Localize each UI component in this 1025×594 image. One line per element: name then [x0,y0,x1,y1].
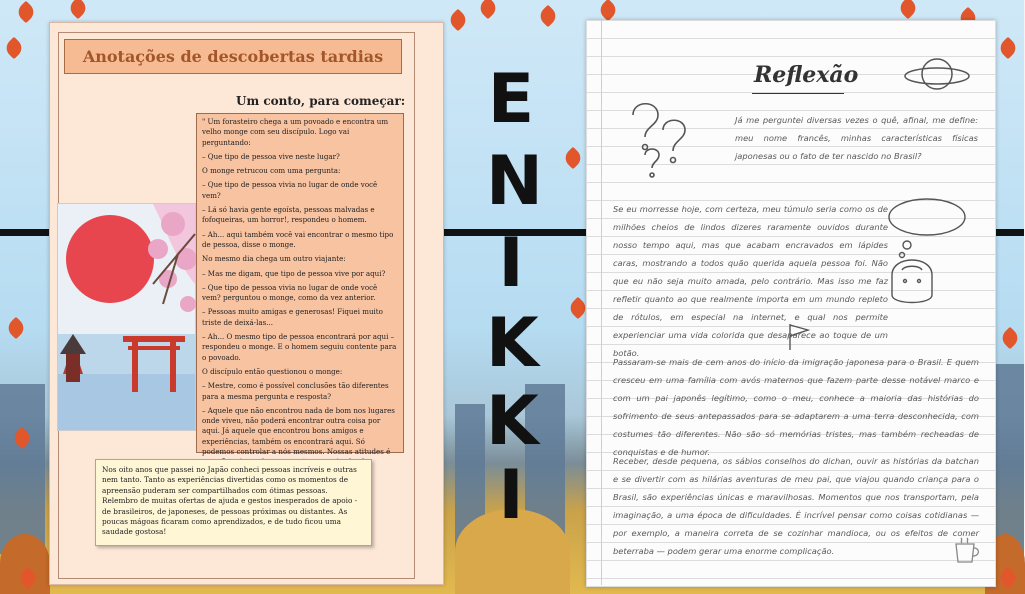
question-marks-icon [623,95,703,185]
story-paragraph: – Que tipo de pessoa vive neste lugar? [202,151,340,161]
maple-leaf-icon [3,37,26,60]
maple-leaf-icon [562,147,585,170]
maple-leaf-icon [15,1,38,24]
story-box [196,113,404,457]
story-paragraph: – Mas me digam, que tipo de pessoa vive por aqui? [202,268,386,278]
maple-leaf-icon [999,327,1022,350]
title-letter: K [486,304,539,383]
reflection-paragraph: Receber, desde pequena, os sábios conselhos do dichan, ouvir as histórias da batchan e se divertir com as hilárias aventuras de meu pai, que viajou quando criança para o Brasil, são experiências únicas e maravilhosas. Momentos que nos transportam, pela imaginação, a uma época de dificuldades. É incrível pensar como coisas cotidianas — por exemplo, a maneira correta de se cozinhar mandioca, ou os efeitos de comer beterraba — podem gerar uma enorme complicação. [613,456,979,556]
story-paragraph: – Que tipo de pessoa vivia no lugar de onde você vem? perguntou o monge, como da vez anterior. [202,282,378,303]
maple-leaf-icon [67,0,90,19]
reflection-paragraph: Passaram-se mais de cem anos do início da imigração japonesa para o Brasil. E quem cresceu em uma família com avós maternos que fazem parte desse notável marco e com um pai japonês legítimo, como o meu, conhece a maioria das histórias do sofrimento de seus antepassados para se adaptarem a uma terra desconhecida, com costumes tão diferentes. Não são só memórias tristes, mas também recheadas de conquistas e de humor. [613,357,979,457]
note-box [95,459,372,546]
right-page-margin [601,20,602,585]
story-paragraph: – Mestre, como é possível conclusões tão diferentes para a mesma pergunta e resposta? [202,381,389,401]
title-underline [752,93,844,94]
story-paragraph: O discípulo então questionou o monge: [202,366,343,376]
title-letter: E [487,60,535,139]
story-paragraph: – Aquele que não encontrou nada de bom nos lugares onde viveu, não poderá encontrar outra coisa por aqui. Já aquele que encontrou bons amigos e experiências, também os encontrará aqui. Só podemos controlar a nós mesmos. Nossas atitudes é [202,405,395,457]
right-page-title: Reflexão [754,62,859,88]
thought-bubble-icon [877,195,972,315]
maple-leaf-icon [897,0,920,19]
story-paragraph: – Lá só havia gente egoísta, pessoas malvadas e fofoqueiras, um horror!, respondeu o homem. [202,205,375,225]
left-title-box [64,39,402,74]
title-letter: I [498,456,524,535]
story-paragraph: – Pessoas muito amigas e generosas! Fiquei muito triste de deixá-las... [202,307,383,327]
title-letter: I [498,224,524,303]
left-page-title: Anotações de descobertas tardias [82,47,384,66]
title-letter: N [486,142,543,221]
painting-illustration [58,204,195,430]
left-page-subtitle: Um conto, para começar: [236,94,406,108]
story-paragraph: " Um forasteiro chega a um povoado e encontra um velho monge com seu discípulo. Logo vai perguntando: [202,117,389,147]
japanese-painting [57,203,196,431]
planet-icon [903,53,971,95]
story-paragraph: – Ah... aqui também você vai encontrar o mesmo tipo de pessoa, disse o monge. [202,229,394,249]
reflection-paragraph: Se eu morresse hoje, com certeza, meu túmulo seria como os de milhões cheios de lindos dizeres raramente ouvidos durante nosso tempo aqui, mas que acabam encravados em lápides caras, mostrando a todos quão querida aquela pessoa foi. Não que eu não seja muito amada, pelo contrário. Mas isso me faz refletir quanto ao que realmente importa em um mundo repleto de rótulos, em especial na internet, e qual nos permite experienciar uma vida colorida que desaparece ao toque de um botão. [613,204,888,358]
maple-leaf-icon [597,0,620,21]
title-letter: K [486,382,539,461]
story-paragraph: No mesmo dia chega um outro viajante: [202,254,346,264]
story-paragraph: – Que tipo de pessoa vivia no lugar de onde você vem? [202,180,378,200]
maple-leaf-icon [5,317,28,340]
note-text: Nos oito anos que passei no Japão conheci pessoas incríveis e outras nem tanto. Tanto as experiências divertidas como os momentos de apreensão puderam ser compartilhados com ótimas pessoas. Relembro de muitas ofertas de ajuda e gestos inesperados de apoio - de brasileiros, de japoneses, de pessoas próximas ou distantes. As poucas mágoas ficaram como aprendizados, e de tudo ficou uma saudade gostosa! [102,465,358,537]
building [0,384,45,554]
story-paragraph: – Ah... O mesmo tipo de pessoa encontrará por aqui – respondeu o monge. E o homem seguiu contente para o povoado. [202,332,397,362]
maple-leaf-icon [997,37,1020,60]
reflection-paragraph: Já me perguntei diversas vezes o quê, afinal, me define: meu nome francês, minhas características físicas japonesas ou o fato de ter nascido no Brasil? [735,115,978,161]
story-paragraph: O monge retrucou com uma pergunta: [202,166,341,176]
